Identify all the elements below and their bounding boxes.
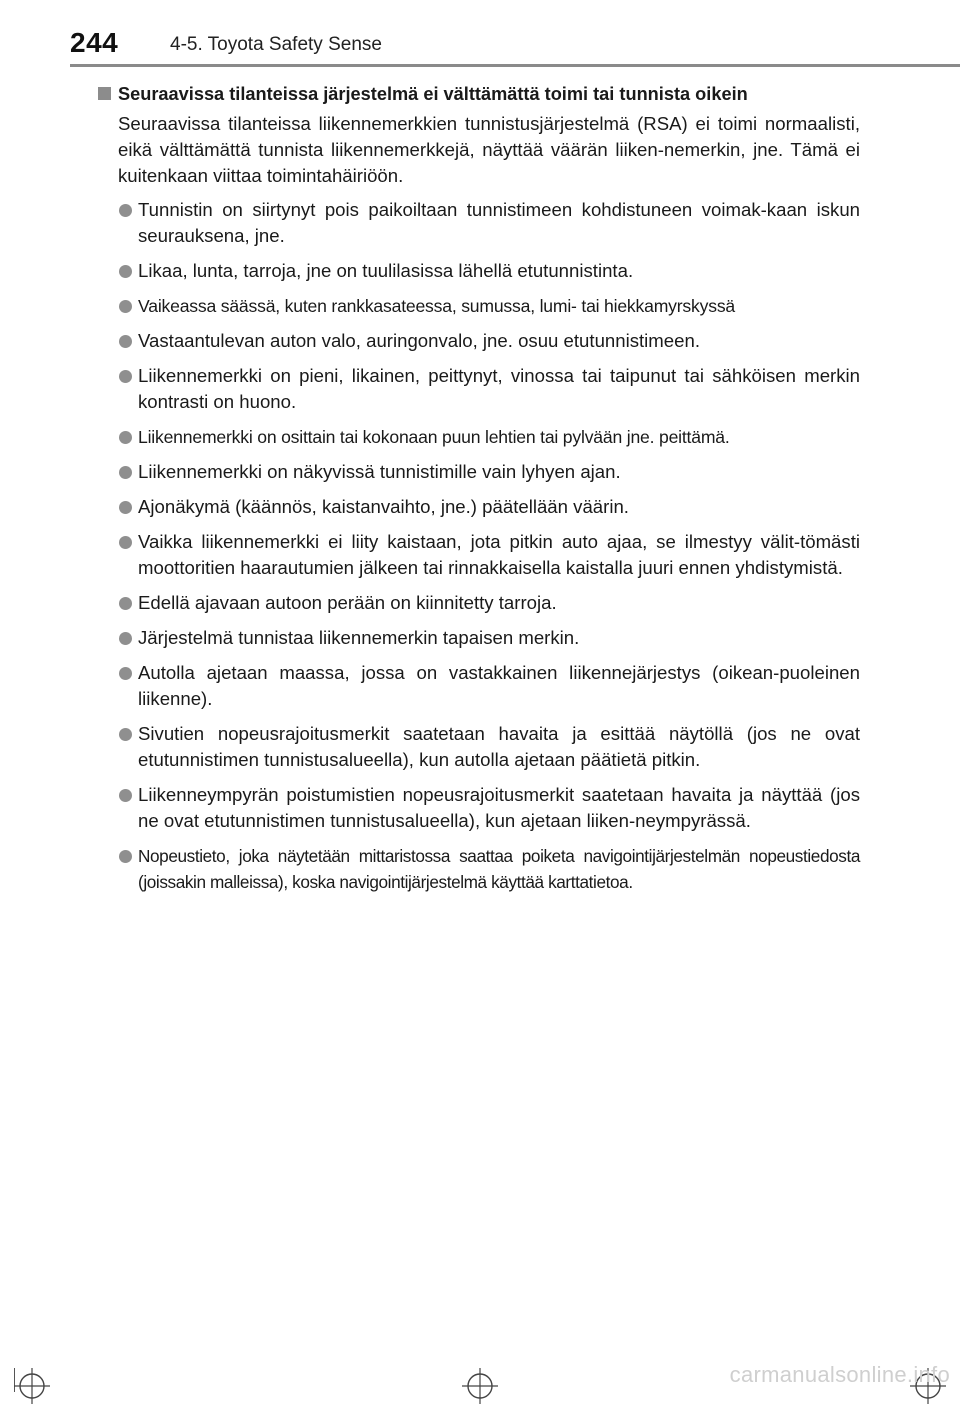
list-item-text: Liikennemerkki on osittain tai kokonaan puun lehtien tai pylvään jne. peittämä. [138,427,730,447]
round-bullet-icon [119,667,132,680]
list-item-text: Liikennemerkki on näkyvissä tunnistimille vain lyhyen ajan. [138,461,621,482]
round-bullet-icon [119,789,132,802]
round-bullet-icon [119,370,132,383]
list-item [98,424,860,450]
round-bullet-icon [119,536,132,549]
round-bullet-icon [119,632,132,645]
round-bullet-icon [119,466,132,479]
list-item [98,459,860,485]
round-bullet-icon [119,728,132,741]
list-item-text: Edellä ajavaan autoon perään on kiinnitetty tarroja. [138,592,557,613]
round-bullet-icon [119,204,132,217]
list-item [98,843,860,895]
list-item [98,529,860,581]
round-bullet-icon [119,597,132,610]
list-item-text: Vaikeassa säässä, kuten rankkasateessa, sumussa, lumi- tai hiekkamyrskyssä [138,296,735,316]
round-bullet-icon [119,501,132,514]
header-rule [70,64,960,67]
main-content [98,81,860,904]
heading-text: Seuraavissa tilanteissa järjestelmä ei välttämättä toimi tai tunnista oikein [118,84,748,104]
round-bullet-icon [119,850,132,863]
page-number: 244 [70,27,119,58]
list-item-text: Tunnistin on siirtynyt pois paikoiltaan tunnistimeen kohdistuneen voimak-kaan iskun seurauksena, jne. [138,199,860,246]
intro-paragraph: Seuraavissa tilanteissa liikennemerkkien tunnistusjärjestelmä (RSA) ei toimi normaalisti, eikä välttämättä tunnista liikennemerkkejä, näyttää väärän liiken-nemerkin, jne. Tämä ei kuitenkaan viittaa toimintahäiriöön. [118,113,860,186]
registration-mark-icon [460,1366,500,1406]
list-item-text: Vastaantulevan auton valo, auringonvalo, jne. osuu etutunnistimeen. [138,330,700,351]
round-bullet-icon [119,300,132,313]
watermark: carmanualsonline.info [729,1362,950,1387]
page-header [0,0,960,66]
list-item [98,590,860,616]
list-item-text: Nopeustieto, joka näytetään mittaristossa saattaa poiketa navigointijärjestelmän nopeustiedosta (joissakin malleissa), koska navigointijärjestelmä käyttää karttatietoa. [138,846,860,892]
round-bullet-icon [119,431,132,444]
list-item [98,293,860,319]
list-item [98,363,860,415]
round-bullet-icon [119,335,132,348]
round-bullet-icon [119,265,132,278]
list-item-text: Vaikka liikennemerkki ei liity kaistaan, jota pitkin auto ajaa, se ilmestyy välit-tömästi moottoritien haarautumien jälkeen tai rinnakkaisella kaistalla juuri ennen yhdistymistä. [138,531,860,578]
list-item-text: Liikenneympyrän poistumistien nopeusrajoitusmerkit saatetaan havaita ja näyttää (jos ne ovat etutunnistimen tunnistusalueella), kun ajetaan liiken-neympyrässä. [138,784,860,831]
list-item [98,721,860,773]
list-item [98,258,860,284]
condition-list [98,197,860,895]
registration-mark-icon [12,1366,52,1406]
list-item-text: Autolla ajetaan maassa, jossa on vastakkainen liikennejärjestys (oikean-puoleinen liikenne). [138,662,860,709]
list-item-text: Ajonäkymä (käännös, kaistanvaihto, jne.) päätellään väärin. [138,496,629,517]
list-item [98,328,860,354]
list-item [98,782,860,834]
list-item-text: Järjestelmä tunnistaa liikennemerkin tapaisen merkin. [138,627,580,648]
section-heading [98,81,860,107]
list-item [98,197,860,249]
list-item [98,660,860,712]
list-item-text: Likaa, lunta, tarroja, jne on tuulilasissa lähellä etutunnistinta. [138,260,634,281]
list-item [98,625,860,651]
section-title: 4-5. Toyota Safety Sense [170,34,382,55]
square-bullet-icon [98,87,111,100]
list-item [98,494,860,520]
list-item-text: Liikennemerkki on pieni, likainen, peittynyt, vinossa tai taipunut tai sähköisen merkin kontrasti on huono. [138,365,860,412]
list-item-text: Sivutien nopeusrajoitusmerkit saatetaan havaita ja esittää näytöllä (jos ne ovat etutunnistimen tunnistusalueella), kun autolla ajetaan päätietä pitkin. [138,723,860,770]
